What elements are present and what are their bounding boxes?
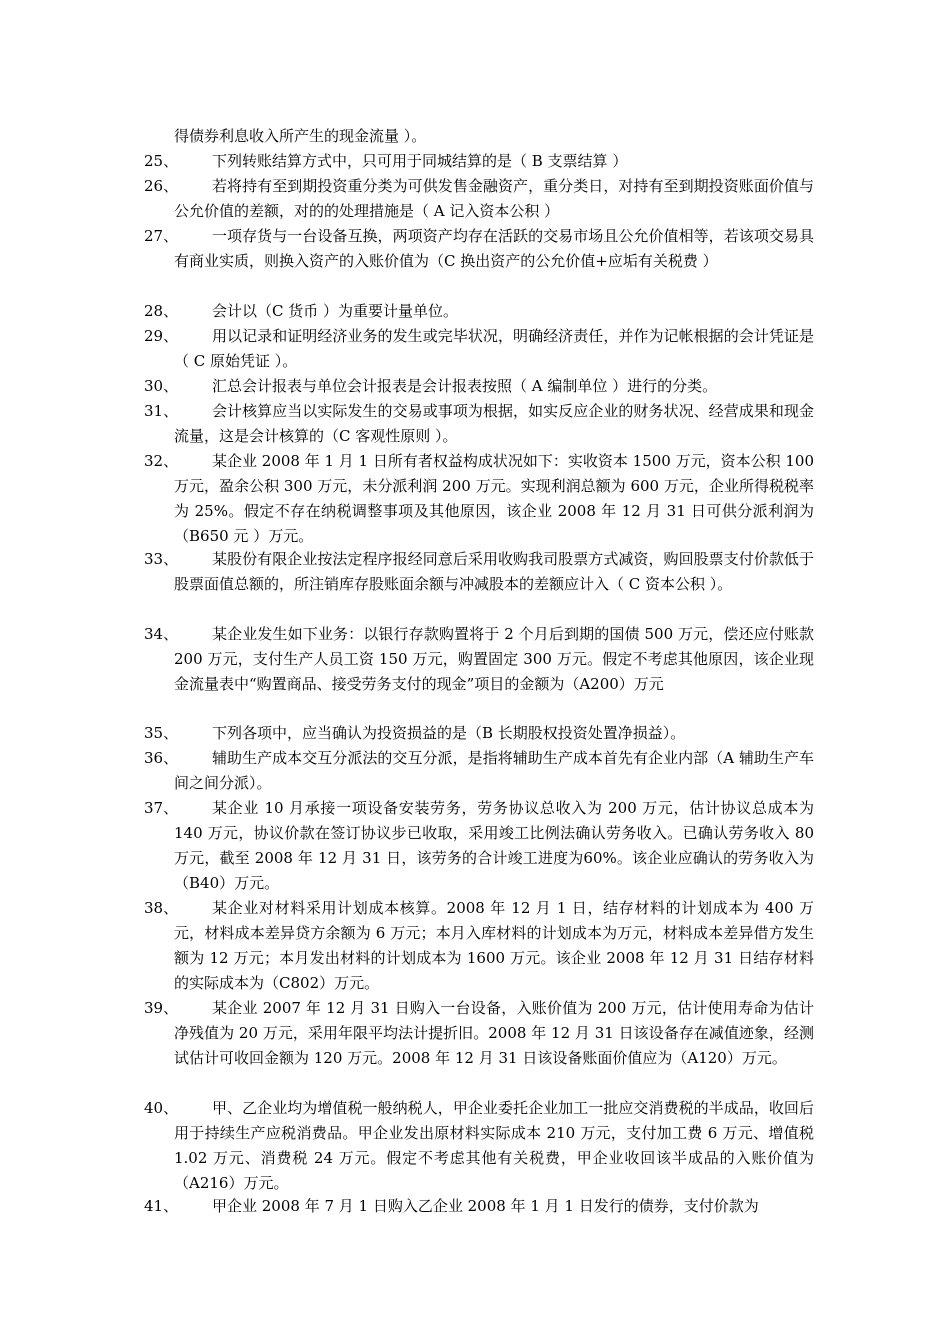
question-38	[144, 896, 814, 996]
question-text: 辅助生产成本交互分派法的交互分派，是指将辅助生产成本首先有企业内部（A 辅助生产车间之间分派）。	[174, 749, 814, 792]
question-text: 某企业对材料采用计划成本核算。2008 年 12 月 1 日，结存材料的计划成本为 400 万元，材料成本差异贷方余额为 6 万元；本月入库材料的计划成本为万元，材料成本差异借方发生额为 12 万元；本月发出材料的计划成本为 1600 万元。该企业 2008 年 12 月 31 日结存材料的实际成本为（C802）万元。	[174, 899, 814, 992]
question-text: 会计核算应当以实际发生的交易或事项为根据，如实反应企业的财务状况、经营成果和现金流量，这是会计核算的（C 客观性原则 ）。	[174, 402, 814, 445]
question-number: 28、	[144, 302, 179, 320]
question-number: 33、	[144, 550, 179, 568]
question-number: 32、	[144, 452, 179, 470]
question-text: 用以记录和证明经济业务的发生或完毕状况，明确经济责任，并作为记帐根据的会计凭证是（ C 原始凭证 ）。	[174, 327, 814, 370]
question-31	[144, 399, 814, 449]
question-30	[144, 374, 814, 399]
question-text: 汇总会计报表与单位会计报表是会计报表按照（ A 编制单位 ）进行的分类。	[212, 377, 718, 395]
continuation-text: 得债券利息收入所产生的现金流量 ）。	[174, 127, 427, 145]
question-33	[144, 547, 814, 597]
question-text: 某股份有限企业按法定程序报经同意后采用收购我司股票方式减资，购回股票支付价款低于股票面值总额的，所注销库存股账面余额与冲减股本的差额应计入（ C 资本公积 ）。	[174, 550, 814, 593]
question-text: 下列转账结算方式中，只可用于同城结算的是（ B 支票结算 ）	[212, 152, 628, 170]
question-number: 40、	[144, 1099, 179, 1117]
question-text: 某企业 2008 年 1 月 1 日所有者权益构成状况如下：实收资本 1500 万元，资本公积 100 万元，盈余公积 300 万元，未分派利润 200 万元。实现利润总额为 600 万元，企业所得税税率为 25%。假定不存在纳税调整事项及其他原因，该企业 2008 年 12 月 31 日可供分派利润为（B650 元 ）万元。	[174, 452, 814, 545]
question-25	[144, 149, 814, 174]
question-number: 31、	[144, 402, 179, 420]
question-37	[144, 796, 814, 896]
question-number: 38、	[144, 899, 179, 917]
question-number: 36、	[144, 749, 179, 767]
question-27	[144, 224, 814, 274]
question-text: 下列各项中，应当确认为投资损益的是（B 长期股权投资处置净损益）。	[212, 724, 686, 742]
question-text: 若将持有至到期投资重分类为可供发售金融资产，重分类日，对持有至到期投资账面价值与公允价值的差额，对的的处理措施是（ A 记入资本公积 ）	[174, 177, 814, 220]
question-number: 37、	[144, 799, 179, 817]
question-text: 甲、乙企业均为增值税一般纳税人，甲企业委托企业加工一批应交消费税的半成品，收回后用于持续生产应税消费品。甲企业发出原材料实际成本 210 万元，支付加工费 6 万元、增值税 1.02 万元、消费税 24 万元。假定不考虑其他有关税费，甲企业收回该半成品的入账价值为（A216）万元。	[174, 1099, 814, 1192]
question-text: 一项存货与一台设备互换，两项资产均存在活跃的交易市场且公允价值相等，若该项交易具有商业实质，则换入资产的入账价值为（C 换出资产的公允价值+应垢有关税费 ）	[174, 227, 814, 270]
question-number: 29、	[144, 327, 179, 345]
question-text: 甲企业 2008 年 7 月 1 日购入乙企业 2008 年 1 月 1 日发行的债券，支付价款为	[212, 1197, 759, 1215]
question-text: 某企业发生如下业务：以银行存款购置将于 2 个月后到期的国债 500 万元，偿还应付账款 200 万元，支付生产人员工资 150 万元，购置固定 300 万元。假定不考虑其他原因，该企业现金流量表中“购置商品、接受劳务支付的现金”项目的金额为（A200）万元	[174, 625, 814, 693]
question-29	[144, 324, 814, 374]
question-number: 26、	[144, 177, 179, 195]
question-text: 某企业 10 月承接一项设备安装劳务，劳务协议总收入为 200 万元，估计协议总成本为 140 万元，协议价款在签订协议步已收取，采用竣工比例法确认劳务收入。已确认劳务收入 80 万元，截至 2008 年 12 月 31 日，该劳务的合计竣工进度为60%。该企业应确认的劳务收入为（B40）万元。	[174, 799, 814, 892]
question-number: 30、	[144, 377, 179, 395]
question-text: 会计以（C 货币 ）为重要计量单位。	[212, 302, 459, 320]
question-text: 某企业 2007 年 12 月 31 日购入一台设备，入账价值为 200 万元，估计使用寿命为估计净残值为 20 万元，采用年限平均法计提折旧。2008 年 12 月 31 日该设备存在减值迹象，经测试估计可收回金额为 120 万元。2008 年 12 月 31 日该设备账面价值应为（A120）万元。	[174, 999, 814, 1067]
question-40	[144, 1096, 814, 1196]
question-number: 35、	[144, 724, 179, 742]
question-35	[144, 721, 814, 746]
question-number: 27、	[144, 227, 179, 245]
question-28	[144, 299, 814, 324]
question-36	[144, 746, 814, 796]
question-41	[144, 1194, 814, 1219]
question-26	[144, 174, 814, 224]
question-number: 41、	[144, 1197, 179, 1215]
question-34	[144, 622, 814, 697]
question-number: 39、	[144, 999, 179, 1017]
question-number: 25、	[144, 152, 179, 170]
question-32	[144, 449, 814, 549]
question-number: 34、	[144, 625, 179, 643]
question-39	[144, 996, 814, 1071]
